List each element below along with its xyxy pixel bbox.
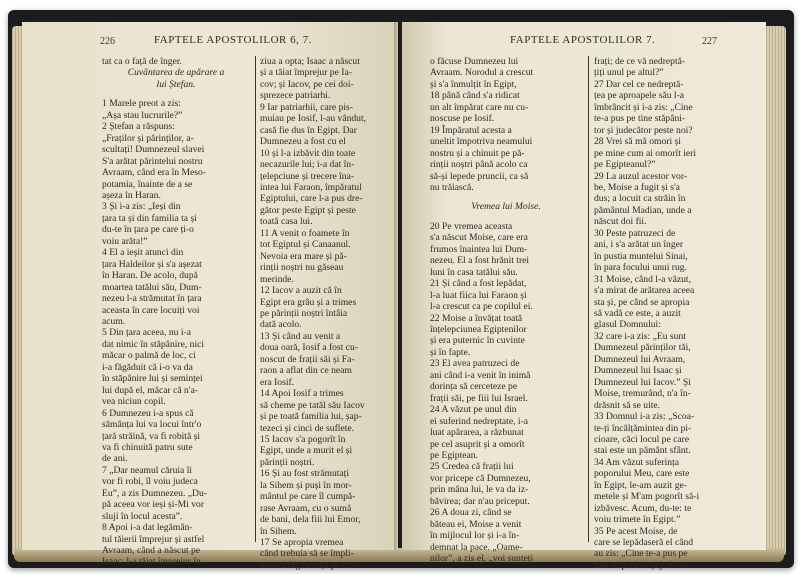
right-page-column-2	[594, 56, 734, 571]
text-line: 9 Iar patriarhii, care pis-	[260, 101, 353, 113]
text-line: și a tăiat împrejur pe Ia-	[260, 67, 352, 79]
text-line: în Egipt, le-am auzit ge-	[594, 479, 687, 491]
text-line: în para focului unui rug.	[594, 262, 687, 274]
text-line: izbăvesc. Acum, du-te: te	[594, 502, 692, 514]
text-line: 14 Apoi Iosif a trimes	[260, 388, 344, 400]
text-line: Vremea lui Moise.	[471, 201, 541, 213]
text-line: 15 Iacov s'a pogorît în	[260, 433, 346, 445]
text-line: 1 Marele preot a zis:	[102, 98, 181, 110]
text-line: 33 Domnul i-a zis: „Scoa-	[594, 411, 695, 423]
text-line: înțelepciunea Egiptenilor	[430, 323, 527, 335]
text-line: Dumnezeul părinților tăi,	[594, 342, 691, 354]
text-line: măcar o palmă de loc, ci	[102, 350, 196, 362]
text-line: toată casa lui.	[260, 216, 313, 228]
text-line: i-a făgăduit că i-o va da	[102, 361, 193, 373]
text-line: nească făgăduința pe care	[260, 559, 359, 571]
left-page-column-1	[102, 56, 250, 568]
text-line: să vadă ce este, a auzit	[594, 307, 681, 319]
text-line: cov; și Iacov, pe cei doi-	[260, 78, 354, 90]
text-line: frumos înaintea lui Dum-	[430, 243, 528, 255]
text-line: noscut de frații săi și Fa-	[260, 353, 355, 365]
text-line: care se lepădaseră el când	[594, 537, 694, 549]
text-line: stai este un pământ sfânt.	[594, 445, 691, 457]
text-line: rase Avraam, cu o sumă	[260, 502, 352, 514]
text-line: 2 Ștefan a răspuns:	[102, 121, 175, 133]
text-line: 24 A văzut pe unul din	[430, 404, 517, 416]
text-line: pe cel asuprit și a omorît	[430, 438, 525, 450]
text-line: cioare, căci locul pe care	[594, 433, 690, 445]
right-page-header: FAPTELE APOSTOLILOR 7.	[510, 34, 656, 46]
text-line: lui Ștefan.	[156, 78, 196, 90]
text-line: de ani.	[102, 453, 128, 465]
left-page-column-2	[260, 56, 394, 571]
text-line: un alt împărat care nu cu-	[430, 101, 529, 113]
text-line: voiu arăta!”	[102, 235, 148, 247]
text-line: rinții noștri până acolo ca	[430, 159, 528, 171]
text-line: Egipt era grâu și a trimes	[260, 296, 357, 308]
text-line: 3 Și i-a zis: „Ieși din	[102, 201, 181, 213]
text-line: s'a născut Moise, care era	[430, 232, 528, 244]
text-line: „Așa stau lucrurile?”	[102, 109, 183, 121]
text-line: în stăpânire lui și seminței	[102, 373, 203, 385]
text-line: o făcuse Dumnezeu lui	[430, 56, 519, 67]
text-line: țiți unul pe altul?”	[594, 67, 664, 79]
text-line: sta și, pe când se apropia	[594, 296, 690, 308]
text-line: 26 A doua zi, când se	[430, 507, 512, 519]
text-line: 31 Moise, când l-a văzut,	[594, 273, 691, 285]
text-line: 30 Peste patruzeci de	[594, 227, 676, 239]
text-line: în Sihem.	[260, 525, 297, 537]
text-line: noscuse pe Iosif.	[430, 113, 495, 125]
text-line: te-a pus pe tine stăpâni-	[594, 113, 686, 125]
text-line: tine stăpânitor și judecă-	[594, 559, 689, 571]
text-line: au zis: „Cine te-a pus pe	[594, 548, 688, 560]
text-line: 11 A venit o foamete în	[260, 227, 350, 239]
text-line: tul tăierii împrejur și astfel	[102, 533, 205, 545]
text-line: așeza în Haran.	[102, 189, 161, 201]
text-line: dus; a locuit ca străin în	[594, 193, 686, 205]
right-page-number: 227	[702, 36, 717, 47]
text-line: Eu”, a zis Dumnezeu. „Du-	[102, 487, 207, 499]
text-line: în Haran. De acolo, după	[102, 270, 198, 282]
text-line: poporului Meu, care este	[594, 468, 690, 480]
text-line: și în fapte.	[430, 346, 471, 358]
text-line: l-a luat fiica lui Faraon și	[430, 289, 527, 301]
text-line: când trebuia să se împli-	[260, 548, 354, 560]
text-line: de bani, dela fiii lui Emor,	[260, 514, 361, 526]
text-line: frații săi, pe fiii lui Israel.	[430, 392, 528, 404]
text-line: 8 Apoi i-a dat legămân-	[102, 522, 193, 534]
text-line: 32 care i-a zis: „Eu sunt	[594, 330, 686, 342]
text-line: vea niciun copil.	[102, 396, 166, 408]
text-line: vor fi robi, îl voiu judeca	[102, 476, 198, 488]
text-line: Avraam, când a născut pe	[102, 545, 201, 557]
text-line: demnat la pace. „Oame-	[430, 541, 523, 553]
text-line: Egiptului, care l-a pus dre-	[260, 193, 363, 205]
text-line: băvirea; dar n'au priceput.	[430, 495, 530, 507]
text-line: 25 Credea că frații lui	[430, 461, 514, 473]
text-line: 22 Moise a învățat toată	[430, 312, 523, 324]
text-line: necazurile lui; i-a dat în-	[260, 159, 355, 171]
text-line: nezeu l-a strămutat în țara	[102, 293, 202, 305]
page-block-right-edge	[764, 26, 786, 556]
text-line: „Fraților și părinților, a-	[102, 132, 194, 144]
text-line: sămânța lui va locui într'o	[102, 419, 202, 431]
text-line: dată acolo.	[260, 319, 302, 331]
text-line: ziua a opta; Isaac a născut	[260, 56, 360, 67]
text-line: era Iosif.	[260, 376, 295, 388]
text-line: 23 El avea patruzeci de	[430, 358, 520, 370]
text-line: și s'a înmulțit în Egipt,	[430, 78, 517, 90]
text-line: s'a mirat de arătarea aceea	[594, 285, 695, 297]
left-page-number: 226	[100, 36, 115, 47]
left-page-header: FAPTELE APOSTOLILOR 6, 7.	[154, 34, 312, 46]
text-line: pă aceea vor ieși și-Mi vor	[102, 499, 205, 511]
text-line: și era puternic în cuvinte	[430, 335, 525, 347]
text-line: dorința să cerceteze pe	[430, 381, 518, 393]
text-line: 12 Iacov a auzit că în	[260, 285, 342, 297]
text-line: 21 Și când a fost lepădat,	[430, 278, 527, 290]
text-line: în mijlocul lor și i-a în-	[430, 530, 520, 542]
text-line: voiu trimete în Egipt.”	[594, 514, 681, 526]
text-line: tezeci și cinci de suflete.	[260, 422, 355, 434]
text-line: Cuvântarea de apărare a	[127, 67, 225, 79]
text-line: Avraam. Norodul a crescut	[430, 67, 534, 79]
text-line: 4 El a ieșit atunci din	[102, 247, 184, 259]
text-line: te-ți încălțămintea din pi-	[594, 422, 692, 434]
text-line: casă fie dus în Egipt. Dar	[260, 124, 357, 136]
text-line: băteau ei, Moise a venit	[430, 518, 522, 530]
left-page[interactable]	[22, 22, 398, 571]
text-line: 27 Dar cel ce nedreptă-	[594, 78, 684, 90]
text-line: pe părinții noștri întâia	[260, 307, 348, 319]
text-line: drăsnit să se uite.	[594, 399, 661, 411]
text-line: pe mine cum ai omorît ieri	[594, 147, 697, 159]
text-line: sprezece patriarhi.	[260, 90, 331, 102]
text-line	[430, 193, 582, 201]
text-line: țea pe aproapele său l-a	[594, 90, 685, 102]
text-line: glasul Domnului:	[594, 319, 661, 331]
text-line: în pustia muntelui Sinai,	[594, 250, 688, 262]
text-line: 28 Vrei să mă omori și	[594, 136, 681, 148]
right-page[interactable]	[402, 22, 766, 571]
text-line: Isaac, l-a tăiat împrejur în	[102, 556, 201, 568]
text-line	[430, 213, 582, 221]
text-line: să cheme pe tatăl său Iacov	[260, 399, 365, 411]
text-line: lui după el, măcar că n'a-	[102, 384, 199, 396]
text-line: acum.	[102, 315, 126, 327]
text-line: nezeu. El a fost hrănit trei	[430, 255, 530, 267]
text-line: pe Egiptean.	[430, 449, 478, 461]
text-line: potamia, înainte de a se	[102, 178, 193, 190]
text-line: 10 și l-a izbăvit din toate	[260, 147, 356, 159]
text-line: tor și judecător peste noi?	[594, 124, 693, 136]
text-line: născut doi fii.	[594, 216, 647, 228]
text-line: la Sihem și puși în mor-	[260, 479, 352, 491]
text-line: rinții noștri nu găseau	[260, 262, 344, 274]
text-line: ani când i-a venit în inimă	[430, 369, 531, 381]
text-line: frați; de ce vă nedreptă-	[594, 56, 686, 67]
text-line: Avraam, când era în Meso-	[102, 167, 206, 179]
text-line: țară străină, va fi robită și	[102, 430, 201, 442]
text-line: dat nimic în stăpânire, nici	[102, 338, 205, 350]
text-line: nu trăiască.	[430, 181, 474, 193]
text-line: pământul Madian, unde a	[594, 204, 692, 216]
text-line: metele și M'am pogorît să-i	[594, 491, 700, 503]
text-line: moartea tatălui său, Dum-	[102, 281, 202, 293]
text-line: luni în casa tatălui său.	[430, 266, 518, 278]
text-line: gător peste Egipt și peste	[260, 204, 356, 216]
text-line: Egipt, unde a murit el și	[260, 445, 353, 457]
text-line: nostru și a chinuit pe pă-	[430, 147, 525, 159]
text-line: doua oară, Iosif a fost cu-	[260, 342, 359, 354]
text-line: pe Egipteanul?”	[594, 159, 656, 171]
text-line	[102, 90, 250, 98]
text-line: muiau pe Iosif, l-au vândut,	[260, 113, 367, 125]
text-line: ani, i s'a arătat un înger	[594, 239, 684, 251]
text-line: sluji în locul acesta”.	[102, 510, 183, 522]
text-line: aceasta în care locuiți voi	[102, 304, 200, 316]
text-line: 6 Dumnezeu i-a spus că	[102, 407, 194, 419]
text-line: nilor”, a zis el, „voi sunteți	[430, 553, 534, 565]
text-line: mântul pe care îl cumpă-	[260, 491, 356, 503]
text-line: tot Egiptul și Canaanul.	[260, 239, 351, 251]
text-line: țelepciune și trecere îna-	[260, 170, 355, 182]
text-line: îmbrâncit și i-a zis: „Cine	[594, 101, 693, 113]
text-line: merinde.	[260, 273, 294, 285]
text-line: raon a aflat din ce neam	[260, 365, 352, 377]
text-line: 7 „Dar neamul căruia îi	[102, 464, 193, 476]
text-line: 35 Pe acest Moise, de	[594, 525, 678, 537]
text-line: părinții noștri.	[260, 456, 315, 468]
text-line: Dumnezeul lui Iacov.” Și	[594, 376, 691, 388]
text-line: să-și lepede pruncii, ca să	[430, 170, 529, 182]
text-line: vor pricepe că Dumnezeu,	[430, 472, 531, 484]
text-line: ei suferind nedreptate, i-a	[430, 415, 529, 427]
column-divider	[255, 56, 256, 542]
text-line: Dumnezeul lui Isaac și	[594, 365, 682, 377]
text-line: Dumnezeul lui Avraam,	[594, 353, 686, 365]
right-page-column-1	[430, 56, 582, 564]
text-line: va fi chinuită patru sute	[102, 441, 193, 453]
text-line: intea lui Faraon, împăratul	[260, 181, 362, 193]
text-line: uneltit împotriva neamului	[430, 136, 533, 148]
text-line: 16 Și au fost strămutați	[260, 468, 349, 480]
text-line: 17 Se apropia vremea	[260, 537, 344, 549]
text-line: Nevoia era mare și pă-	[260, 250, 347, 262]
text-line: 13 Și când au venit a	[260, 330, 341, 342]
column-divider	[588, 56, 589, 542]
text-line: luat apărarea, a răzbunat	[430, 427, 524, 439]
text-line: scultați! Dumnezeul slavei	[102, 144, 205, 156]
text-line: du-te în țara pe care ți-o	[102, 224, 194, 236]
text-line: Moise, tremurând, n'a în-	[594, 388, 691, 400]
text-line: 18 până când s'a ridicat	[430, 90, 520, 102]
text-line: țara Haldeilor și s'a așezat	[102, 258, 202, 270]
text-line: țara ta și din familia ta și	[102, 212, 197, 224]
text-line: 29 La auzul acestor vor-	[594, 170, 688, 182]
text-line: Dumnezeu a fost cu el	[260, 136, 346, 148]
text-line: tat ca o față de înger.	[102, 56, 182, 67]
text-line: prin mâna lui, le va da iz-	[430, 484, 529, 496]
text-line: 34 Am văzut suferința	[594, 456, 679, 468]
text-line: 19 Împăratul acesta a	[430, 124, 512, 136]
text-line: și pe toată familia lui, șap-	[260, 411, 362, 423]
text-line: S'a arătat părintelui nostru	[102, 155, 203, 167]
text-line: l-a crescut ca pe copilul ei.	[430, 301, 533, 313]
text-line: be, Moise a fugit și s'a	[594, 181, 680, 193]
text-line: 5 Din țara aceea, nu i-a	[102, 327, 191, 339]
text-line: 20 Pe vremea aceasta	[430, 220, 513, 232]
